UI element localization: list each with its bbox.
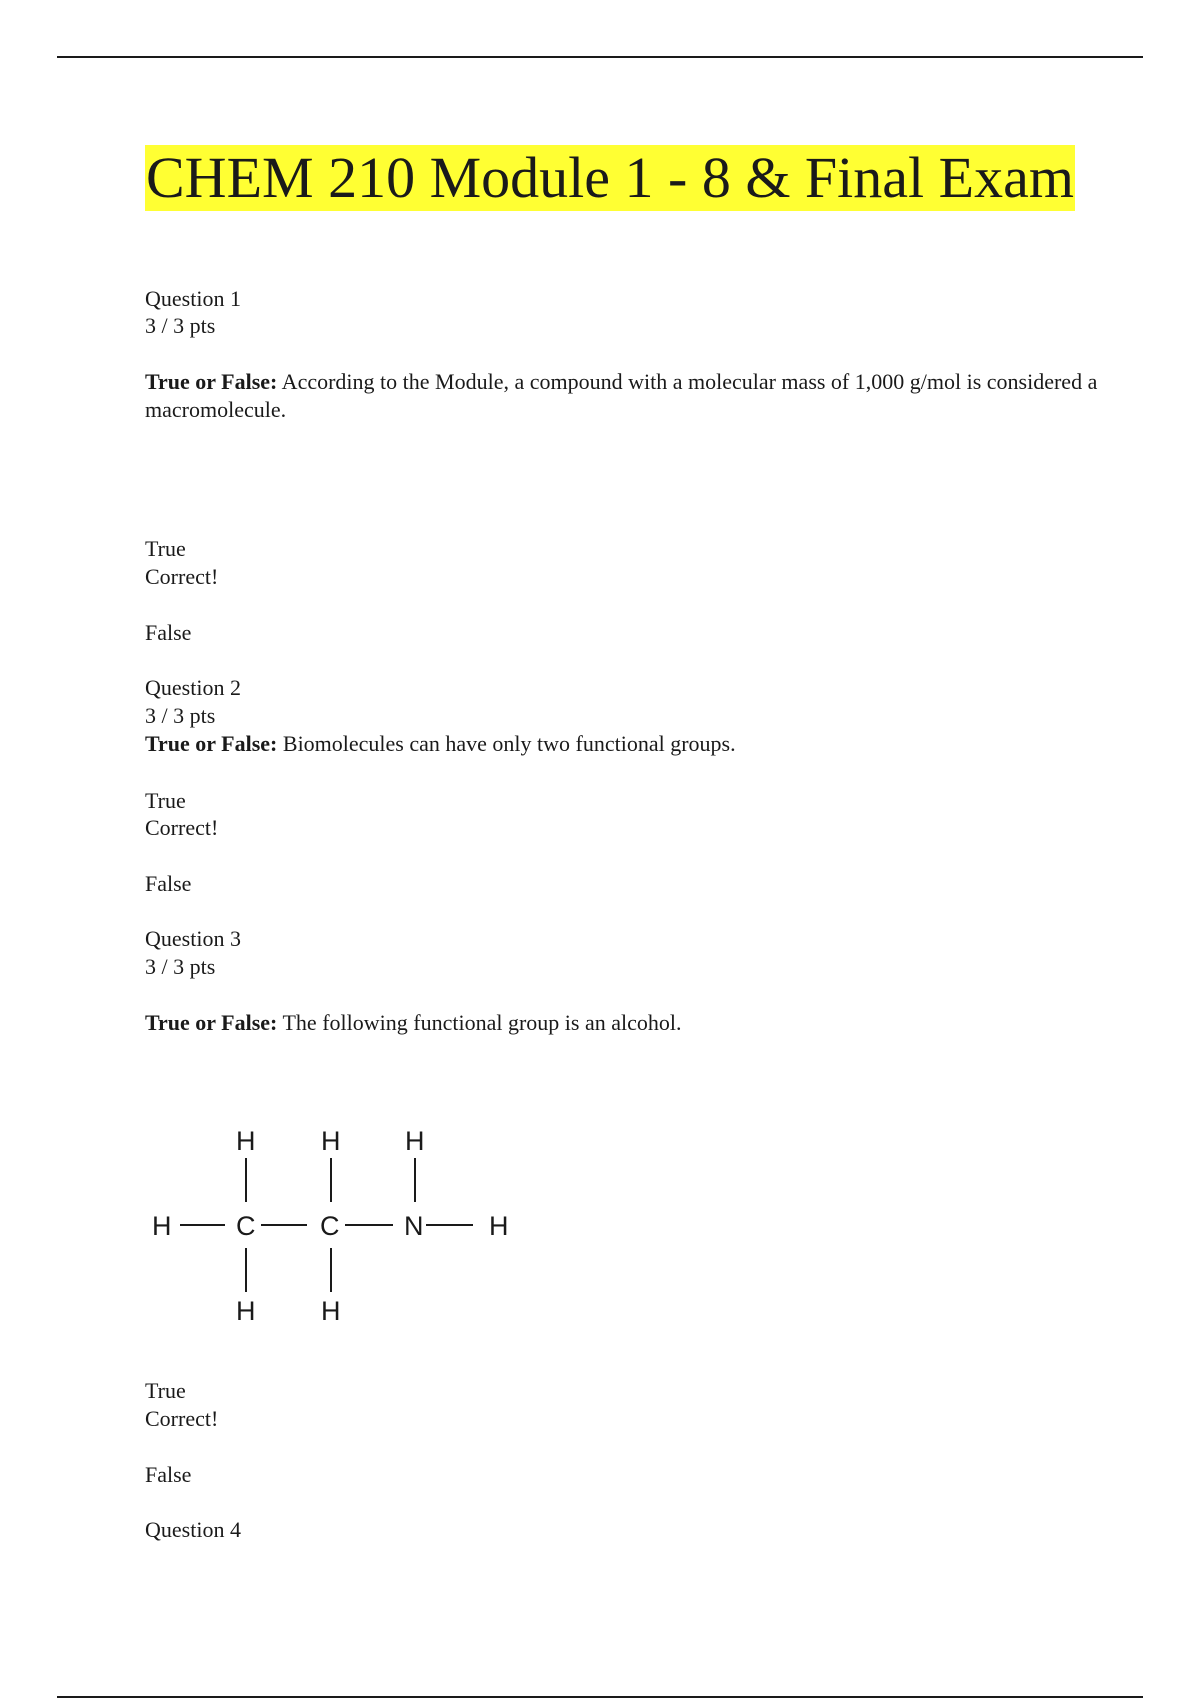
question-1-option-true[interactable]: True (145, 536, 186, 561)
atom-h-c1-top: H (236, 1126, 256, 1156)
question-1-feedback: Correct! (145, 564, 219, 589)
ethylamine-structure-diagram (145, 1118, 525, 1343)
question-4-label: Question 4 (145, 1517, 241, 1542)
question-1-prompt-bold: True or False: (145, 369, 278, 394)
question-1-prompt-text: According to the Module, a compound with a molecular mass of 1,000 g/mol is considered a macromolecule. (145, 369, 1098, 422)
footer-rule (57, 1696, 1143, 1698)
question-2-prompt (145, 730, 736, 758)
question-3-feedback: Correct! (145, 1406, 219, 1431)
question-3-prompt-bold: True or False: (145, 1010, 278, 1035)
question-1-label: Question 1 (145, 286, 241, 311)
question-2-feedback: Correct! (145, 815, 219, 840)
atom-n: N (404, 1211, 424, 1241)
question-2-option-false[interactable]: False (145, 871, 192, 896)
atom-h-c2-top: H (321, 1126, 341, 1156)
question-2-label: Question 2 (145, 675, 241, 700)
question-3-points: 3 / 3 pts (145, 954, 216, 979)
question-1-option-false[interactable]: False (145, 620, 192, 645)
atom-h-c2-bottom: H (321, 1296, 341, 1326)
question-3-prompt-text: The following functional group is an alcohol. (277, 1010, 682, 1035)
atom-c1: C (236, 1211, 256, 1241)
header-rule (57, 56, 1143, 58)
question-2-prompt-text: Biomolecules can have only two functional groups. (277, 731, 736, 756)
question-3-label: Question 3 (145, 926, 241, 951)
question-3-prompt (145, 1009, 681, 1037)
atom-c2: C (320, 1211, 340, 1241)
atom-h-n-top: H (405, 1126, 425, 1156)
question-3-option-true[interactable]: True (145, 1378, 186, 1403)
atom-h-left: H (152, 1211, 172, 1241)
question-1-prompt (145, 368, 1105, 424)
question-2-points: 3 / 3 pts (145, 703, 216, 728)
question-1-points: 3 / 3 pts (145, 313, 216, 338)
document-title: CHEM 210 Module 1 - 8 & Final Exam (146, 145, 1074, 210)
atom-h-c1-bottom: H (236, 1296, 256, 1326)
question-3-option-false[interactable]: False (145, 1462, 192, 1487)
question-2-option-true[interactable]: True (145, 788, 186, 813)
structure-svg (145, 1118, 525, 1338)
question-2-prompt-bold: True or False: (145, 731, 278, 756)
atom-h-right: H (489, 1211, 509, 1241)
